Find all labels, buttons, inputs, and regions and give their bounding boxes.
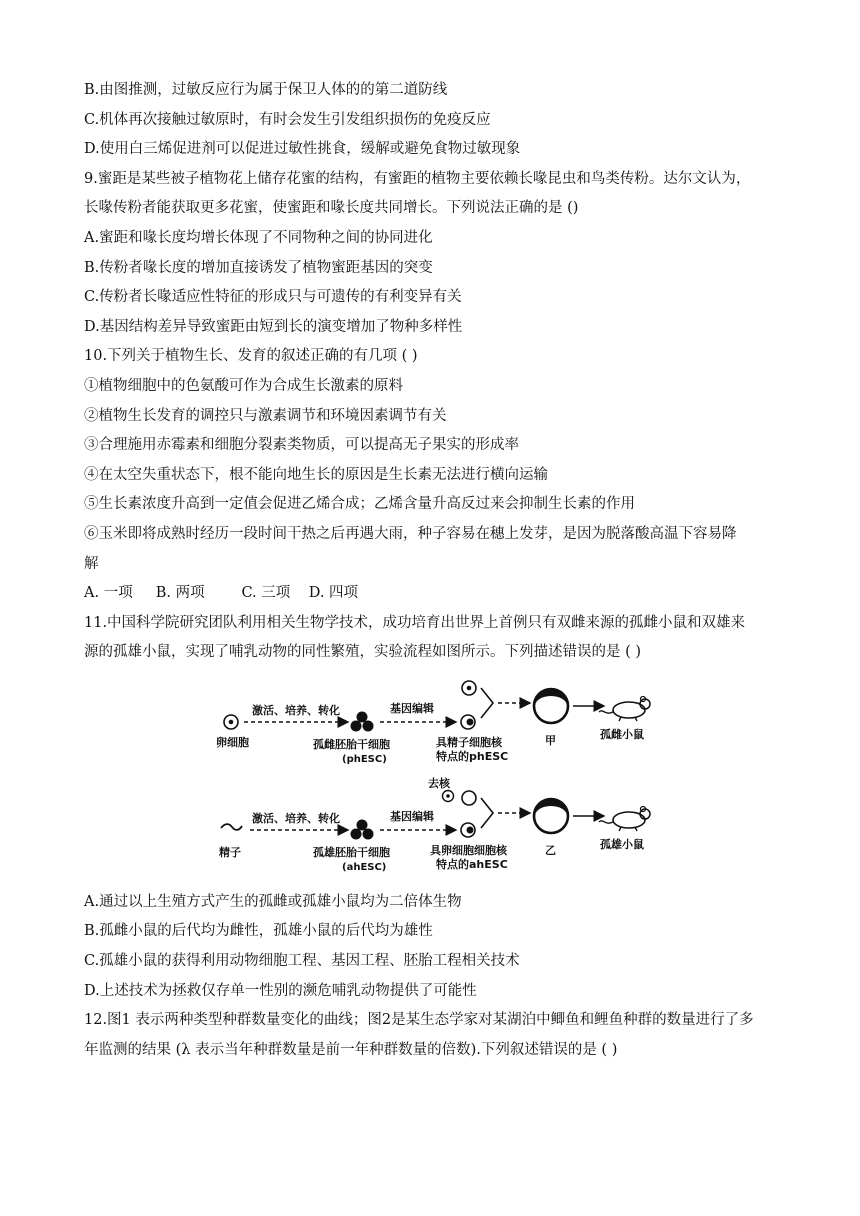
edited-ahesc-label: 具卵细胞细胞核	[430, 843, 507, 857]
q11-option-d: D.上述技术为拯救仅存单一性别的濒危哺乳动物提供了可能性	[84, 982, 477, 999]
q9-stem-line2: 长喙传粉者能获取更多花蜜，使蜜距和喙长度共同增长。下列说法正确的是 ()	[84, 200, 579, 217]
arrow-edit-label-top: 基因编辑	[390, 701, 434, 715]
edited-phesc-label-2: 特点的phESC	[436, 749, 509, 763]
q11-flow-diagram	[84, 676, 784, 882]
flow-diagram-svg	[84, 676, 784, 882]
male-mouse-icon	[599, 806, 650, 831]
q9-stem-line1: 9.蜜距是某些被子植物花上储存花蜜的结构，有蜜距的植物主要依赖长喙昆虫和鸟类传粉。达尔文认为，	[84, 170, 751, 187]
arrow-activate-label-top: 激活、培养、转化	[252, 703, 340, 717]
female-mouse-icon	[599, 696, 650, 721]
edited-ahesc-icon	[461, 823, 475, 837]
egg-cell-small-icon	[462, 681, 476, 695]
edited-phesc-label: 具精子细胞核	[436, 735, 502, 749]
phesc-abbr: (phESC)	[342, 753, 387, 765]
q12-stem-line1: 12.图1 表示两种类型种群数量变化的曲线；图2是某生态学家对某湖泊中鲫鱼和鲤鱼种群的数量进行了多	[84, 1012, 754, 1029]
fusion-bracket-bottom	[481, 798, 493, 828]
q10-choices: A. 一项 B. 两项 C. 三项 D. 四项	[84, 585, 359, 602]
ahesc-abbr: (ahESC)	[342, 861, 387, 873]
q10-item: ③合理施用赤霉素和细胞分裂素类物质，可以提高无子果实的形成率	[84, 437, 519, 454]
question-page	[84, 76, 784, 1065]
q9-option-c: C.传粉者长喙适应性特征的形成只与可遗传的有利变异有关	[84, 289, 462, 306]
edited-ahesc-label-2: 特点的ahESC	[436, 857, 508, 871]
q10-item: 解	[84, 555, 99, 572]
sperm-label: 精子	[219, 845, 241, 859]
enucleate-label: 去核	[428, 776, 450, 790]
edited-phesc-icon	[461, 715, 475, 729]
sperm-icon	[221, 824, 242, 830]
enucleated-egg-icon	[462, 791, 476, 805]
arrow-edit-label-bottom: 基因编辑	[390, 809, 434, 823]
arrow-activate-label-bottom: 激活、培养、转化	[252, 811, 340, 825]
phesc-cluster-icon	[351, 711, 374, 731]
q10-stem: 10.下列关于植物生长、发育的叙述正确的有几项 ( )	[84, 348, 418, 365]
q11-option-c: C.孤雄小鼠的获得利用动物细胞工程、基因工程、胚胎工程相关技术	[84, 953, 520, 970]
female-mouse-label: 孤雌小鼠	[600, 727, 644, 741]
q10-item: ①植物细胞中的色氨酸可作为合成生长激素的原料	[84, 377, 403, 394]
egg-cell-label: 卵细胞	[216, 735, 249, 749]
embryo-yi-icon	[534, 799, 568, 833]
q11-option-b: B.孤雌小鼠的后代均为雌性，孤雄小鼠的后代均为雄性	[84, 923, 433, 940]
q11-option-a: A.通过以上生殖方式产生的孤雌或孤雄小鼠均为二倍体生物	[84, 893, 462, 910]
q10-item: ⑥玉米即将成熟时经历一段时间干热之后再遇大雨，种子容易在穗上发芽，是因为脱落酸高温下容易降	[84, 525, 737, 542]
male-mouse-label: 孤雄小鼠	[600, 837, 644, 851]
ahesc-label: 孤雄胚胎干细胞	[313, 845, 390, 859]
embryo-jia-icon	[534, 689, 568, 723]
q12-stem-line2: 年监测的结果 (λ 表示当年种群数量是前一年种群数量的倍数).下列叙述错误的是 ( )	[84, 1041, 618, 1058]
q10-item: ⑤生长素浓度升高到一定值会促进乙烯合成；乙烯含量升高反过来会抑制生长素的作用	[84, 496, 635, 513]
phesc-label: 孤雌胚胎干细胞	[313, 737, 390, 751]
embryo-yi-label: 乙	[545, 843, 556, 857]
ahesc-cluster-icon	[351, 819, 374, 839]
q8-option-b: B.由图推测，过敏反应行为属于保卫人体的的第二道防线	[84, 82, 448, 98]
q10-item: ②植物生长发育的调控只与激素调节和环境因素调节有关	[84, 407, 447, 424]
q8-option-c: C.机体再次接触过敏原时，有时会发生引发组织损伤的免疫反应	[84, 111, 491, 128]
q11-stem-line2: 源的孤雄小鼠，实现了哺乳动物的同性繁殖，实验流程如图所示。下列描述错误的是 ( )	[84, 644, 642, 661]
fusion-bracket-top	[481, 688, 493, 718]
enucleate-egg-icon	[443, 790, 454, 801]
q9-option-d: D.基因结构差异导致蜜距由短到长的演变增加了物种多样性	[84, 318, 463, 335]
q9-option-a: A.蜜距和喙长度均增长体现了不同物种之间的协同进化	[84, 229, 433, 246]
q8-option-d: D.使用白三烯促进剂可以促进过敏性挑食，缓解或避免食物过敏现象	[84, 141, 521, 158]
q9-option-b: B.传粉者喙长度的增加直接诱发了植物蜜距基因的突变	[84, 259, 433, 276]
q11-stem-line1: 11.中国科学院研究团队利用相关生物学技术，成功培育出世界上首例只有双雌来源的孤雌小鼠和双雄来	[84, 614, 746, 631]
q10-item: ④在太空失重状态下，根不能向地生长的原因是生长素无法进行横向运输	[84, 466, 548, 483]
egg-cell-icon	[224, 715, 238, 729]
embryo-jia-label: 甲	[545, 733, 556, 747]
